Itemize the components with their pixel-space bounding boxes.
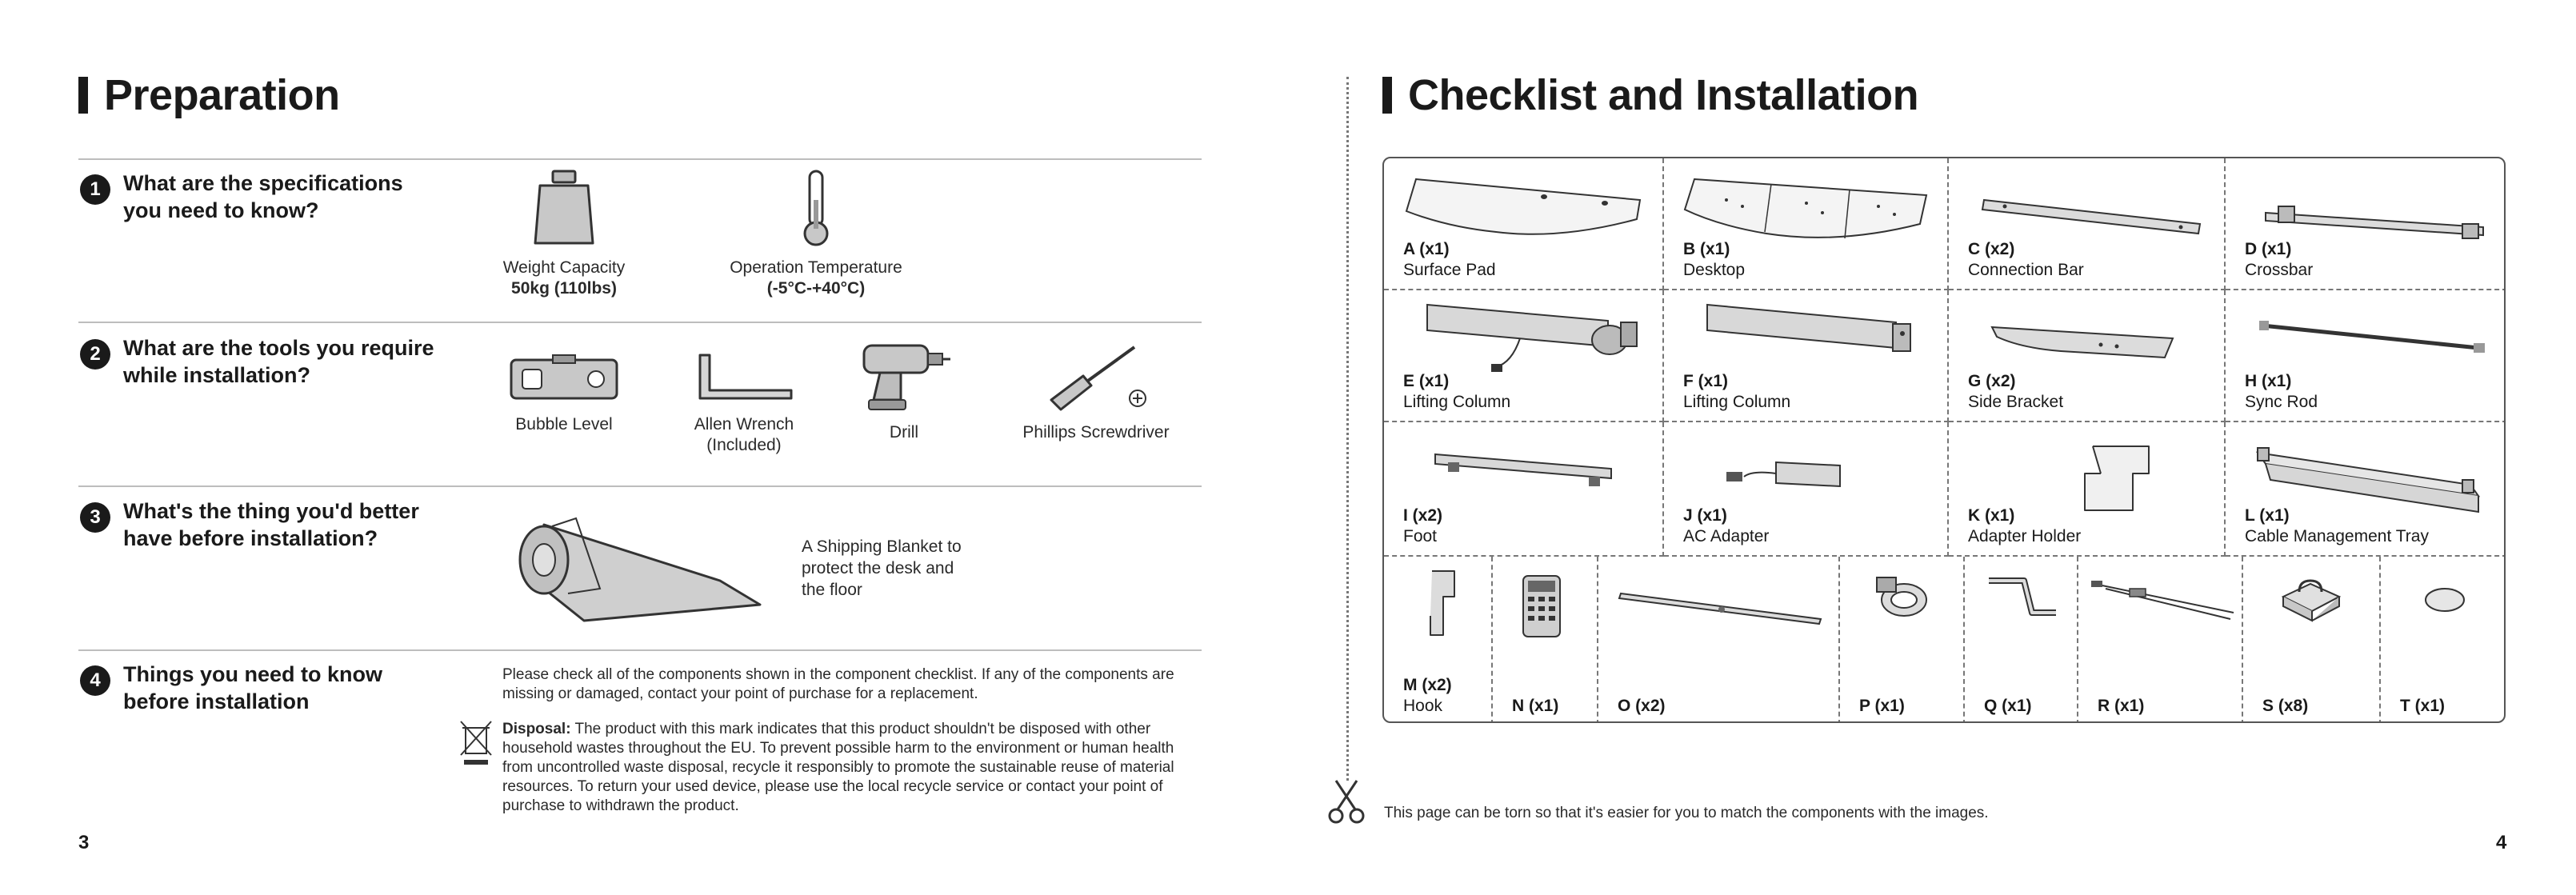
question-text: What's the thing you'd better have before installation?	[123, 499, 419, 550]
tool-phillips-screwdriver	[1000, 341, 1192, 443]
component-f	[1664, 290, 1949, 422]
component-code: Q (x1)	[1984, 697, 2032, 715]
cable-clip-icon	[2275, 573, 2347, 625]
question-number: 3	[80, 502, 110, 533]
divider	[78, 158, 1202, 160]
component-code: A (x1)	[1403, 240, 1450, 258]
tool-label: Phillips Screwdriver	[1022, 423, 1170, 442]
component-code: C (x2)	[1968, 240, 2015, 258]
connection-bar-icon	[1981, 194, 2205, 242]
tool-sublabel: (Included)	[706, 436, 782, 454]
lifting-column-icon	[1704, 298, 1920, 370]
hook-icon	[1416, 568, 1464, 640]
spec-value: 50kg (110lbs)	[511, 279, 617, 298]
component-p	[1840, 557, 1965, 723]
question-text: Things you need to know before installation	[123, 662, 382, 713]
component-name: Connection Bar	[1968, 261, 2084, 279]
question-text: What are the tools you require while installation?	[123, 336, 434, 387]
component-checklist	[1382, 157, 2506, 723]
surface-pad-icon	[1400, 168, 1648, 248]
component-code: R (x1)	[2098, 697, 2145, 715]
spec-weight-capacity	[480, 168, 648, 299]
component-name: Surface Pad	[1403, 261, 1496, 279]
component-check-note: Please check all of the components shown in the component checklist. If any of the components are missing or damaged, contact your point of purchase for a replacement.	[502, 666, 1174, 702]
blanket-description: A Shipping Blanket to protect the desk and the floor	[802, 537, 962, 599]
component-code: H (x1)	[2245, 372, 2292, 390]
divider	[78, 485, 1202, 487]
component-name: Lifting Column	[1683, 393, 1791, 411]
tool-label: Bubble Level	[515, 415, 613, 434]
title-bar-icon	[78, 77, 88, 114]
component-i	[1384, 422, 1664, 557]
component-name: Cable Management Tray	[2245, 527, 2429, 545]
component-name: Lifting Column	[1403, 393, 1511, 411]
component-name: Sync Rod	[2245, 393, 2318, 411]
lifting-column-icon	[1424, 298, 1640, 378]
component-code: O (x2)	[1618, 697, 1666, 715]
sync-rod-icon	[2258, 318, 2490, 358]
spec-value: (-5°C-+40°C)	[766, 279, 866, 298]
component-l	[2226, 422, 2506, 557]
component-code: B (x1)	[1683, 240, 1730, 258]
shipping-blanket-icon	[512, 509, 768, 629]
long-bar-icon	[1618, 589, 1826, 629]
question-number: 1	[80, 174, 110, 205]
page-title: Preparation	[104, 71, 340, 119]
component-m	[1384, 557, 1493, 723]
page-number: 3	[78, 832, 90, 853]
component-code: G (x2)	[1968, 372, 2016, 390]
disposal-text: The product with this mark indicates that this product shouldn't be disposed with other household wastes throughout the EU. To prevent possible harm to the environment or human health from uncontrolled waste disposal, recycle it responsibly to promote the sustainable reuse of material resources. To return your used device, please use the local recycle service or contact your point of purchase to withdrawn the product.	[502, 721, 1174, 814]
hand-controller-icon	[1520, 573, 1563, 640]
section-title-preparation	[78, 70, 340, 120]
component-name: Crossbar	[2245, 261, 2314, 279]
component-r	[2078, 557, 2243, 723]
foot-icon	[1432, 446, 1616, 494]
desktop-icon	[1678, 168, 1934, 248]
crossbar-icon	[2262, 203, 2486, 243]
component-code: E (x1)	[1403, 372, 1450, 390]
component-a	[1384, 158, 1664, 290]
disposal-label: Disposal:	[502, 721, 571, 737]
component-code: J (x1)	[1683, 506, 1727, 525]
spec-label: Operation Temperature	[730, 258, 902, 277]
section-title-checklist	[1382, 70, 1918, 120]
component-j	[1664, 422, 1949, 557]
component-h	[2226, 290, 2506, 422]
question-number: 4	[80, 665, 110, 696]
component-b	[1664, 158, 1949, 290]
component-code: M (x2)	[1403, 676, 1452, 694]
component-code: S (x8)	[2262, 697, 2309, 715]
component-name: Foot	[1403, 527, 1438, 545]
thermometer-icon	[800, 168, 832, 248]
component-name: Hook	[1403, 697, 1443, 715]
cable-icon	[2090, 577, 2238, 625]
bracket-clip-icon	[1984, 573, 2061, 629]
component-name: Desktop	[1683, 261, 1746, 279]
spec-label: Weight Capacity	[502, 258, 626, 277]
component-code: K (x1)	[1968, 506, 2015, 525]
component-code: I (x2)	[1403, 506, 1443, 525]
tool-drill	[848, 341, 960, 443]
tool-label: Allen Wrench	[694, 415, 794, 434]
divider	[78, 649, 1202, 651]
tool-bubble-level	[488, 352, 640, 435]
ac-adapter-icon	[1720, 454, 1848, 502]
clamp-icon	[1869, 573, 1936, 625]
component-name: Adapter Holder	[1968, 527, 2082, 545]
component-g	[1949, 290, 2226, 422]
component-c	[1949, 158, 2226, 290]
tool-allen-wrench	[672, 352, 816, 456]
component-e	[1384, 290, 1664, 422]
page-number: 4	[2496, 832, 2507, 853]
drill-icon	[856, 341, 952, 413]
component-t	[2381, 557, 2506, 723]
component-code: F (x1)	[1683, 372, 1729, 390]
divider	[78, 322, 1202, 323]
page-title: Checklist and Installation	[1408, 71, 1919, 119]
screwdriver-icon	[1040, 341, 1152, 413]
disposal-notice	[502, 720, 1206, 816]
weight-icon	[532, 168, 596, 248]
tear-perforation	[1346, 77, 1349, 781]
allen-wrench-icon	[692, 352, 796, 405]
pad-icon	[2421, 584, 2469, 616]
side-bracket-icon	[1989, 319, 2181, 367]
component-q	[1965, 557, 2078, 723]
component-name: AC Adapter	[1683, 527, 1770, 545]
tear-instruction: This page can be torn so that it's easier for you to match the components with the images.	[1384, 805, 1989, 821]
component-n	[1493, 557, 1598, 723]
tool-label: Drill	[889, 423, 919, 442]
component-code: L (x1)	[2245, 506, 2290, 525]
component-o	[1598, 557, 1840, 723]
component-code: D (x1)	[2245, 240, 2292, 258]
title-bar-icon	[1382, 77, 1392, 114]
component-code: P (x1)	[1859, 697, 1905, 715]
component-s	[2243, 557, 2381, 723]
weee-bin-icon	[459, 720, 493, 766]
component-d	[2226, 158, 2506, 290]
bubble-level-icon	[508, 352, 620, 405]
question-text: What are the specifications you need to know?	[123, 171, 403, 222]
component-k	[1949, 422, 2226, 557]
question-number: 2	[80, 339, 110, 370]
component-name: Side Bracket	[1968, 393, 2064, 411]
scissors-icon	[1328, 777, 1365, 825]
spec-operation-temperature	[704, 168, 928, 299]
component-code: T (x1)	[2400, 697, 2446, 715]
adapter-holder-icon	[2077, 442, 2157, 513]
component-code: N (x1)	[1512, 697, 1559, 715]
